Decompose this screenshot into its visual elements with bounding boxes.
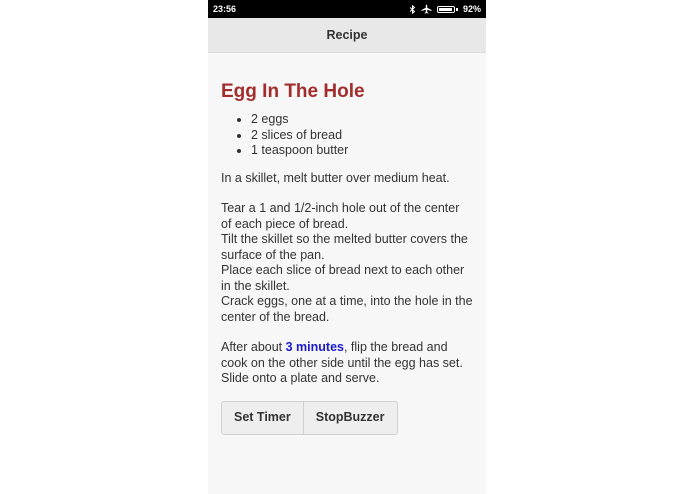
recipe-content — [208, 80, 486, 435]
recipe-intro: In a skillet, melt butter over medium heat. — [221, 170, 450, 185]
airplane-icon — [421, 4, 432, 14]
recipe-step: Tear a 1 and 1/2-inch hole out of the center of each piece of bread. — [221, 201, 460, 231]
status-bar — [208, 0, 486, 18]
status-icons — [409, 4, 481, 14]
cook-time: 3 minutes — [285, 340, 344, 354]
recipe-step: Tilt the skillet so the melted butter covers the surface of the pan. — [221, 232, 468, 262]
ingredients-list — [221, 112, 473, 159]
list-item: • 2 slices of bread — [251, 128, 473, 144]
app-bar-title: Recipe — [326, 28, 368, 42]
battery-icon — [437, 6, 458, 13]
list-item: • 2 eggs — [251, 112, 473, 128]
recipe-steps — [221, 201, 473, 325]
final-step-text: After about — [221, 340, 286, 354]
battery-percent: 92% — [462, 4, 481, 14]
recipe-final-step — [221, 340, 473, 387]
set-timer-button[interactable]: Set Timer — [234, 409, 291, 424]
bluetooth-icon — [409, 5, 416, 14]
final-step-text: , flip the bread and cook on the other side until the egg has set. Slide onto a plate and serve. — [221, 340, 463, 385]
status-time: 23:56 — [213, 4, 237, 14]
app-bar — [208, 18, 486, 53]
timer-button-group — [221, 401, 398, 435]
list-item: • 1 teaspoon butter — [251, 143, 473, 159]
recipe-step: Place each slice of bread next to each other in the skillet. — [221, 263, 465, 293]
stop-buzzer-button[interactable]: StopBuzzer — [303, 402, 397, 434]
recipe-step: Crack eggs, one at a time, into the hole in the center of the bread. — [221, 294, 473, 324]
phone-screen — [208, 0, 486, 494]
recipe-title: Egg In The Hole — [221, 81, 365, 102]
